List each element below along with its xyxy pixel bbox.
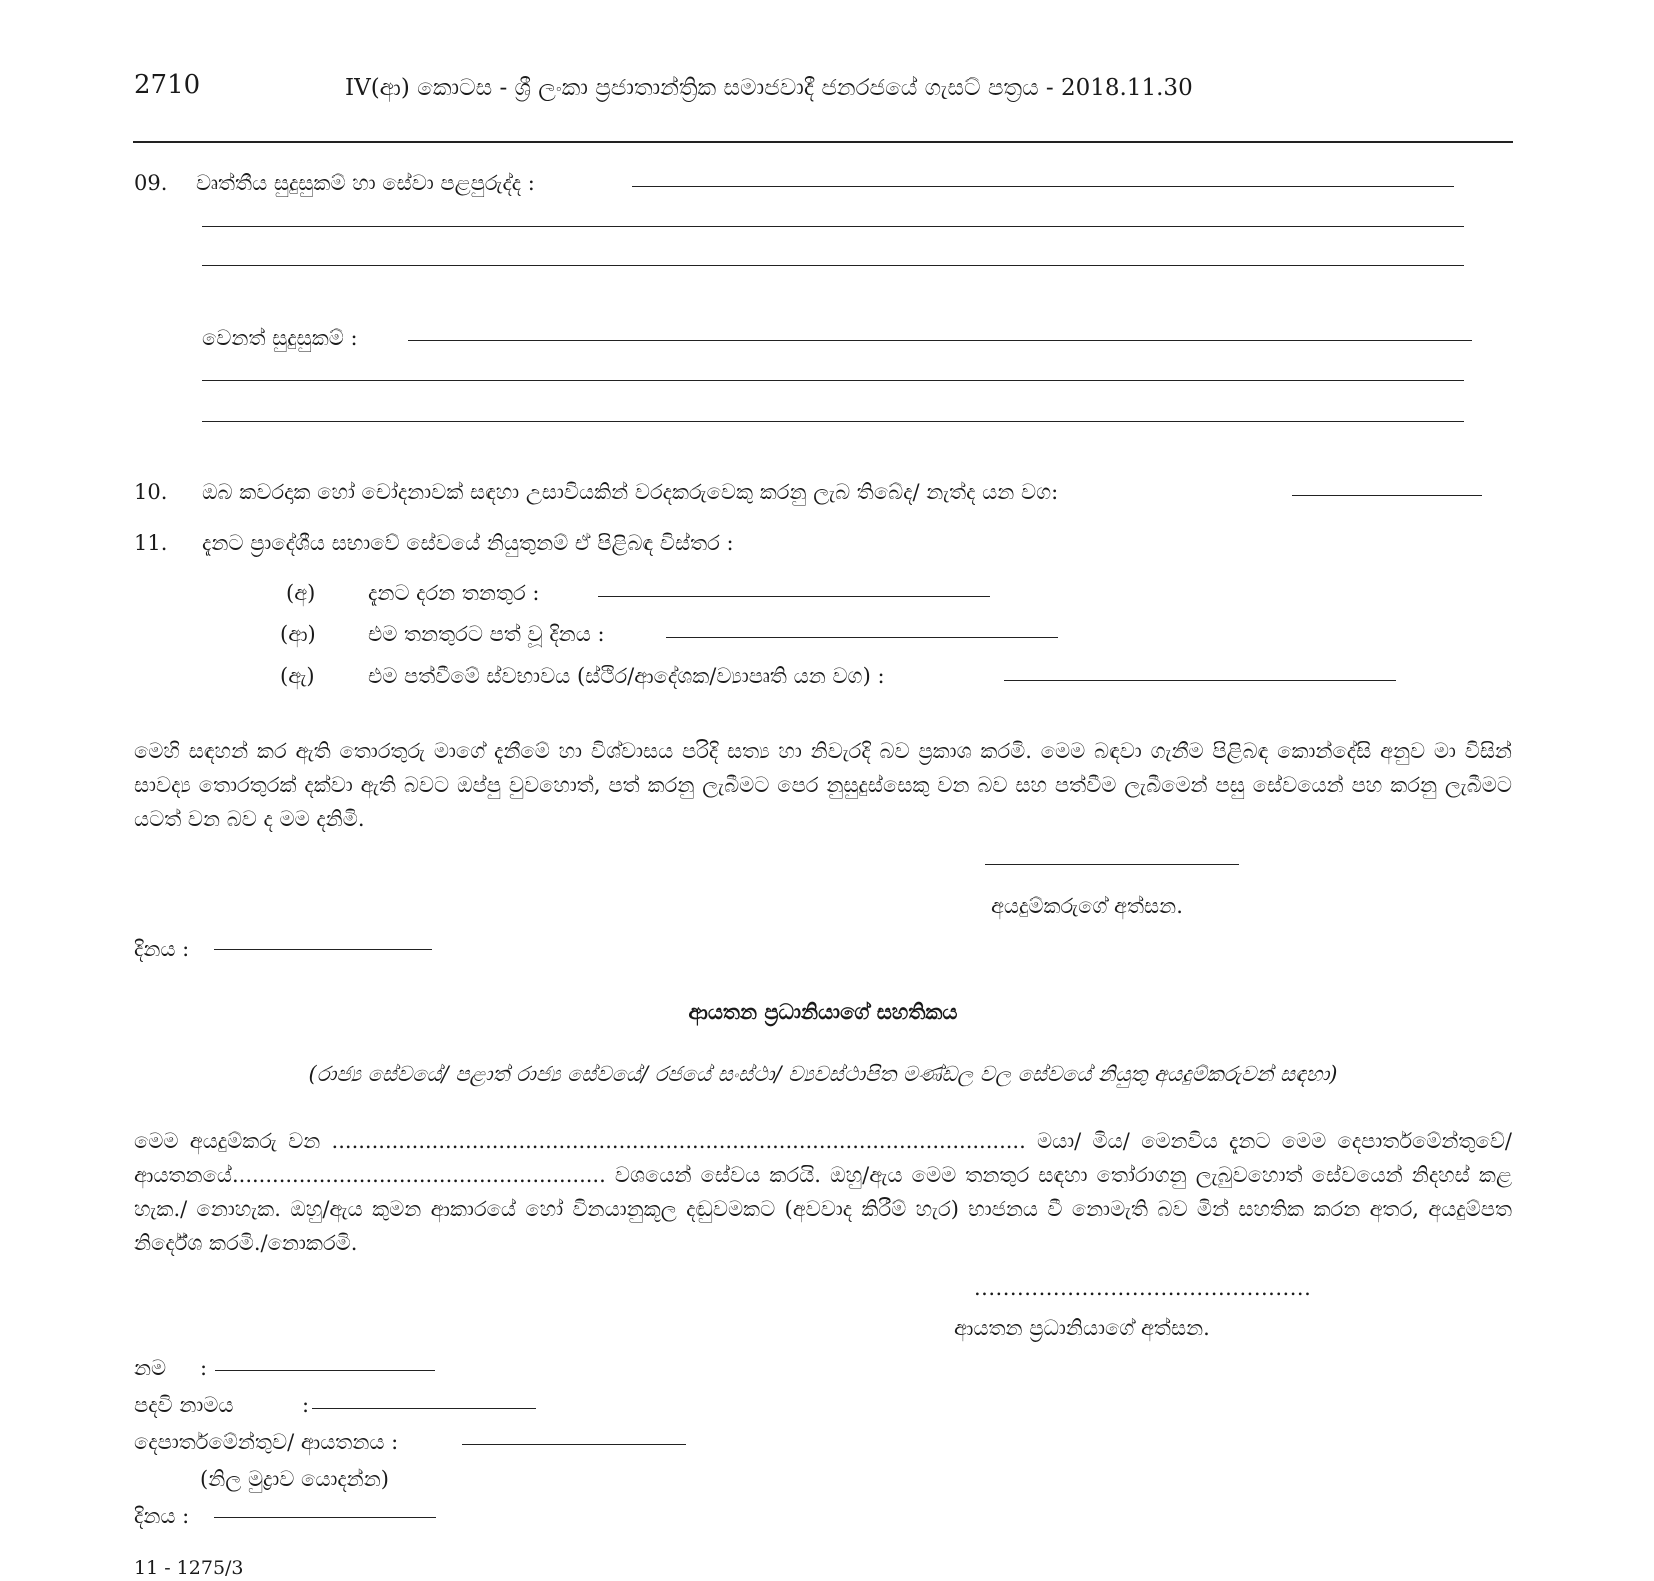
page-number: 2710: [134, 70, 201, 100]
item-11-b-label: එම තනතුරට පත් වූ දිනය :: [368, 622, 605, 646]
item-11-c-answer-line[interactable]: [1004, 680, 1396, 681]
item-09-label: වෘත්තීය සුදුසුකම් හා සේවා පළපුරුද්ද :: [196, 171, 535, 195]
item-11-a-marker: (අ): [286, 581, 316, 605]
item-09-answer-line[interactable]: [632, 186, 1454, 187]
designation-colon: :: [302, 1393, 310, 1417]
item-09-answer-line-2[interactable]: [202, 226, 1464, 227]
footer-code: 11 - 1275/3: [134, 1557, 244, 1579]
footer-date-label: දිනය :: [134, 1504, 190, 1528]
item-11-b-answer-line[interactable]: [666, 637, 1058, 638]
item-11-a-label: දැනට දරන තනතුර :: [368, 581, 540, 605]
other-qualifications-label: වෙනත් සුදුසුකම් :: [202, 326, 358, 350]
head-signature-dots: ...............................................: [974, 1276, 1312, 1300]
declaration-date-line[interactable]: [214, 949, 432, 950]
header-divider: [133, 141, 1513, 143]
footer-date-line[interactable]: [214, 1517, 436, 1518]
stamp-note: (නිල මුද්‍රාව යොදන්න): [200, 1467, 389, 1491]
item-10-answer-line[interactable]: [1292, 495, 1482, 496]
gazette-title: IV(ආ) කොටස - ශ්‍රී ලංකා ප්‍රජාතාන්ත්‍රික සමාජවාදී ජනරජයේ ගැසට් පත්‍රය - 2018.11.30: [345, 75, 1193, 101]
item-09-answer-line-3[interactable]: [202, 265, 1464, 266]
item-11-c-marker: (ඇ): [280, 664, 315, 688]
name-colon: :: [200, 1356, 208, 1380]
department-label: දෙපාර්තමේන්තුව/ ආයතනය :: [134, 1430, 399, 1454]
item-10-number: 10.: [134, 480, 168, 504]
certificate-title: ආයතන ප්‍රධානියාගේ සහතිකය: [688, 999, 958, 1024]
other-qualifications-line[interactable]: [408, 340, 1472, 341]
certificate-subtitle: (රාජ්‍ය සේවයේ/ පළාත් රාජ්‍ය සේවයේ/ රජයේ සංස්ථා/ ව්‍යවස්ථාපිත මණ්ඩල වල සේවයේ නියුතු අයදුම්කරුවන් සඳහා): [308, 1062, 1338, 1086]
item-10-label: ඔබ කවරදාක හෝ චෝදනාවක් සඳහා උසාවියකින් වරදකරුවෙකු කරනු ලැබ තිබේද/ නැත්ද යන වග:: [202, 480, 1059, 504]
designation-line[interactable]: [312, 1408, 536, 1409]
declaration-date-label: දිනය :: [134, 937, 190, 961]
department-line[interactable]: [462, 1444, 686, 1445]
other-qualifications-line-2[interactable]: [202, 380, 1464, 381]
item-11-a-answer-line[interactable]: [598, 596, 990, 597]
other-qualifications-line-3[interactable]: [202, 421, 1464, 422]
item-11-label: දැනට ප්‍රාදේශීය සභාවේ සේවයේ නියුතුනම් ඒ පිළිබඳ විස්තර :: [202, 531, 734, 555]
head-signature-caption: ආයතන ප්‍රධානියාගේ අත්සන.: [954, 1316, 1210, 1340]
item-11-c-label: එම පත්වීමේ ස්වභාවය (ස්ථිර/ආදේශක/ව්‍යාපෘති යන වග) :: [368, 664, 885, 688]
applicant-signature-caption: අයදුම්කරුගේ අත්සන.: [991, 894, 1183, 918]
item-09-number: 09.: [134, 171, 168, 195]
designation-label: පදවි නාමය: [134, 1393, 234, 1417]
certificate-paragraph: මෙම අයදුම්කරු වන ........................................................................................................ මයා/ මිය/ මෙනවිය දැනට මෙම දෙපාර්තමේන්තුවේ/ආයතනයේ........................................................ වශයෙන් සේවය කරයි. ඔහු/ඇය මෙම තනතුර සඳහා තෝරාගනු ලැබුවහොත් සේවයෙන් නිදහස් කළ හැක./ නොහැක. ඔහු/ඇය කුමන ආකාරයේ හෝ විනයානුකූල දඬුවමකට (අවවාද කිරීම් හැර) භාජනය වී නොමැති බව මින් සහතික කරන අතර, අයදුම්පත නිර්දේශ කරමි./නොකරමි.: [134, 1129, 1512, 1255]
name-line[interactable]: [215, 1370, 435, 1371]
declaration-paragraph: මෙහි සඳහන් කර ඇති තොරතුරු මාගේ දැනීමේ හා විශ්වාසය පරිදි සත්‍ය හා නිවැරදි බව ප්‍රකාශ කරමි. මෙම බඳවා ගැනීම පිළිබඳ කොන්දේසි අනුව මා විසින් සාවද්‍ය තොරතුරක් දක්වා ඇති බවට ඔප්පු වුවහොත්, පත් කරනු ලැබීමට පෙර නුසුදුස්සෙකු වන බව සහ පත්වීම ලැබීමෙන් පසු සේවයෙන් පහ කරනු ලැබීමට යටත් වන බව ද මම දනිමි.: [134, 739, 1512, 831]
item-11-number: 11.: [134, 531, 168, 555]
name-label: නම: [134, 1356, 167, 1380]
applicant-signature-line[interactable]: [985, 864, 1239, 865]
item-11-b-marker: (ආ): [280, 622, 316, 646]
